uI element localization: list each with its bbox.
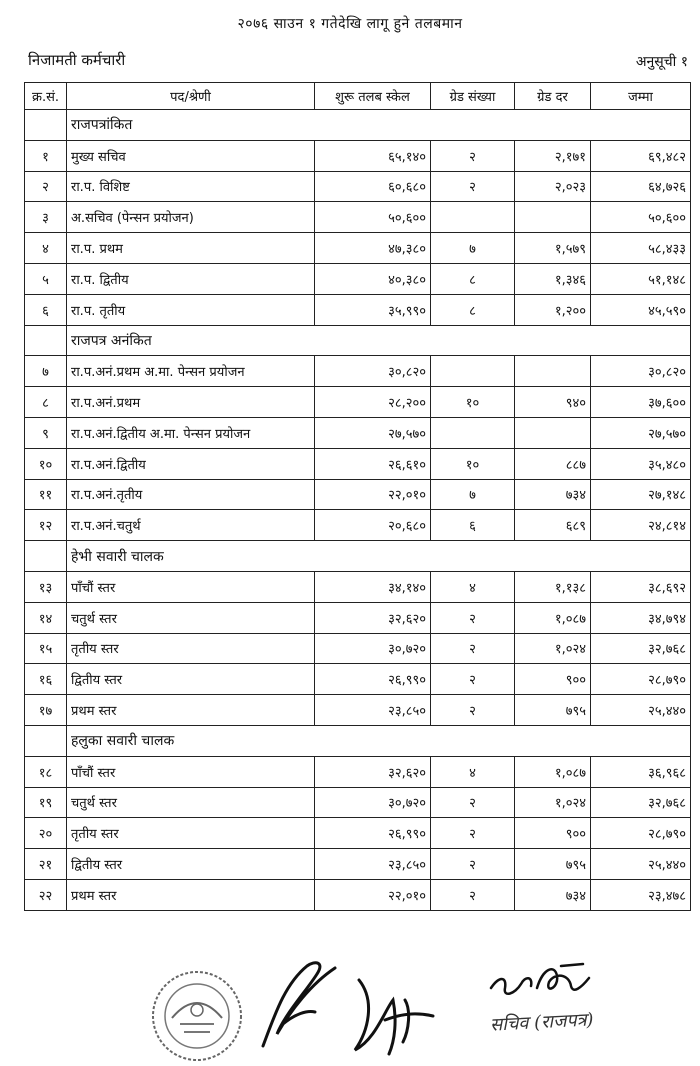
total-cell: ३४,७९४ xyxy=(591,602,691,633)
table-row xyxy=(25,695,691,726)
serial-cell: ३ xyxy=(25,202,67,233)
grade-count-cell xyxy=(431,417,515,448)
grade-rate-cell: ६८९ xyxy=(515,510,591,541)
post-cell: रा.प.अनं.चतुर्थ xyxy=(67,510,315,541)
serial-cell: १० xyxy=(25,448,67,479)
grade-rate-cell: १,०२४ xyxy=(515,787,591,818)
start-scale-cell: २०,६८० xyxy=(315,510,431,541)
grade-count-cell: २ xyxy=(431,602,515,633)
total-cell: २४,८१४ xyxy=(591,510,691,541)
serial-cell: १२ xyxy=(25,510,67,541)
category-name: राजपत्र अनंकित xyxy=(67,325,691,356)
post-cell: रा.प. द्वितीय xyxy=(67,263,315,294)
schedule-label: अनुसूची १ xyxy=(635,54,688,70)
table-row xyxy=(25,602,691,633)
category-row xyxy=(25,325,691,356)
category-serial-cell xyxy=(25,325,67,356)
grade-count-cell: ७ xyxy=(431,479,515,510)
table-row xyxy=(25,664,691,695)
post-cell: द्वितीय स्तर xyxy=(67,849,315,880)
total-cell: ३२,७६८ xyxy=(591,633,691,664)
signature-area xyxy=(0,950,700,1062)
grade-rate-cell: ७३४ xyxy=(515,879,591,910)
start-scale-cell: ३५,९९० xyxy=(315,294,431,325)
start-scale-cell: २२,०१० xyxy=(315,879,431,910)
grade-count-cell: ८ xyxy=(431,263,515,294)
post-cell: मुख्य सचिव xyxy=(67,140,315,171)
col-header-serial: क्र.सं. xyxy=(25,83,67,110)
grade-count-cell: २ xyxy=(431,140,515,171)
post-cell: रा.प.अनं.तृतीय xyxy=(67,479,315,510)
post-cell: द्वितीय स्तर xyxy=(67,664,315,695)
grade-rate-cell: ९०० xyxy=(515,818,591,849)
serial-cell: १८ xyxy=(25,756,67,787)
category-name: हेभी सवारी चालक xyxy=(67,541,691,572)
total-cell: २३,४७८ xyxy=(591,879,691,910)
table-row xyxy=(25,263,691,294)
table-row xyxy=(25,571,691,602)
post-cell: तृतीय स्तर xyxy=(67,818,315,849)
table-row xyxy=(25,171,691,202)
grade-count-cell xyxy=(431,356,515,387)
post-cell: रा.प. प्रथम xyxy=(67,233,315,264)
signature-3-icon xyxy=(485,958,595,1006)
post-cell: अ.सचिव (पेन्सन प्रयोजन) xyxy=(67,202,315,233)
serial-cell: १४ xyxy=(25,602,67,633)
serial-cell: १३ xyxy=(25,571,67,602)
grade-count-cell: २ xyxy=(431,849,515,880)
secretary-label: सचिव (राजपत्र) xyxy=(489,1009,595,1036)
post-cell: पाँचौं स्तर xyxy=(67,571,315,602)
post-cell: रा.प.अनं.प्रथम xyxy=(67,387,315,418)
category-row xyxy=(25,541,691,572)
start-scale-cell: २३,८५० xyxy=(315,695,431,726)
grade-rate-cell: १,०८७ xyxy=(515,602,591,633)
total-cell: २७,१४८ xyxy=(591,479,691,510)
post-cell: पाँचौं स्तर xyxy=(67,756,315,787)
total-cell: ३६,९६८ xyxy=(591,756,691,787)
serial-cell: ११ xyxy=(25,479,67,510)
grade-count-cell: ८ xyxy=(431,294,515,325)
grade-count-cell: २ xyxy=(431,171,515,202)
total-cell: ३०,८२० xyxy=(591,356,691,387)
total-cell: ६९,४८२ xyxy=(591,140,691,171)
start-scale-cell: २६,९९० xyxy=(315,818,431,849)
grade-count-cell: २ xyxy=(431,664,515,695)
total-cell: ५०,६०० xyxy=(591,202,691,233)
grade-rate-cell: १,०८७ xyxy=(515,756,591,787)
serial-cell: ७ xyxy=(25,356,67,387)
grade-rate-cell: १,२०० xyxy=(515,294,591,325)
department-label: निजामती कर्मचारी xyxy=(28,51,126,69)
grade-rate-cell: १,१३८ xyxy=(515,571,591,602)
serial-cell: ९ xyxy=(25,417,67,448)
serial-cell: ८ xyxy=(25,387,67,418)
grade-count-cell xyxy=(431,202,515,233)
document-title: २०७६ साउन १ गतेदेखि लागू हुने तलबमान xyxy=(237,16,463,32)
col-header-grade-count: ग्रेड संख्या xyxy=(431,83,515,110)
serial-cell: ५ xyxy=(25,263,67,294)
table-row xyxy=(25,448,691,479)
table-row xyxy=(25,756,691,787)
table-row xyxy=(25,879,691,910)
official-seal-icon xyxy=(150,966,244,1066)
start-scale-cell: ४७,३८० xyxy=(315,233,431,264)
table-header-row xyxy=(25,83,691,110)
serial-cell: १६ xyxy=(25,664,67,695)
start-scale-cell: २६,९९० xyxy=(315,664,431,695)
table-row xyxy=(25,818,691,849)
total-cell: ६४,७२६ xyxy=(591,171,691,202)
category-serial-cell xyxy=(25,541,67,572)
start-scale-cell: २६,६१० xyxy=(315,448,431,479)
grade-rate-cell: १,५७९ xyxy=(515,233,591,264)
start-scale-cell: २३,८५० xyxy=(315,849,431,880)
grade-count-cell: २ xyxy=(431,879,515,910)
total-cell: २५,४४० xyxy=(591,695,691,726)
table-row xyxy=(25,787,691,818)
post-cell: तृतीय स्तर xyxy=(67,633,315,664)
table-row xyxy=(25,849,691,880)
signature-1-icon xyxy=(255,954,345,1054)
grade-rate-cell xyxy=(515,417,591,448)
total-cell: २८,७९० xyxy=(591,818,691,849)
category-row xyxy=(25,110,691,141)
start-scale-cell: ३२,६२० xyxy=(315,602,431,633)
category-name: हलुका सवारी चालक xyxy=(67,725,691,756)
grade-count-cell: ६ xyxy=(431,510,515,541)
total-cell: ३२,७६८ xyxy=(591,787,691,818)
table-body xyxy=(25,110,691,911)
category-serial-cell xyxy=(25,725,67,756)
col-header-post: पद/श्रेणी xyxy=(67,83,315,110)
start-scale-cell: ३०,७२० xyxy=(315,787,431,818)
grade-rate-cell: ९४० xyxy=(515,387,591,418)
start-scale-cell: ३०,७२० xyxy=(315,633,431,664)
total-cell: ४५,५९० xyxy=(591,294,691,325)
post-cell: रा.प. तृतीय xyxy=(67,294,315,325)
serial-cell: २१ xyxy=(25,849,67,880)
start-scale-cell: ४०,३८० xyxy=(315,263,431,294)
salary-table xyxy=(24,82,691,911)
signature-2-icon xyxy=(345,970,440,1060)
table-row xyxy=(25,510,691,541)
serial-cell: १९ xyxy=(25,787,67,818)
table-row xyxy=(25,294,691,325)
table-row xyxy=(25,140,691,171)
serial-cell: १७ xyxy=(25,695,67,726)
grade-rate-cell: ७९५ xyxy=(515,849,591,880)
serial-cell: २२ xyxy=(25,879,67,910)
grade-rate-cell: २,०२३ xyxy=(515,171,591,202)
start-scale-cell: ५०,६०० xyxy=(315,202,431,233)
grade-rate-cell: ७९५ xyxy=(515,695,591,726)
post-cell: रा.प.अनं.द्वितीय xyxy=(67,448,315,479)
grade-rate-cell: १,३४६ xyxy=(515,263,591,294)
start-scale-cell: ३४,१४० xyxy=(315,571,431,602)
total-cell: ५८,४३३ xyxy=(591,233,691,264)
table-row xyxy=(25,202,691,233)
post-cell: रा.प. विशिष्ट xyxy=(67,171,315,202)
grade-rate-cell: ९०० xyxy=(515,664,591,695)
total-cell: २८,७९० xyxy=(591,664,691,695)
total-cell: २७,५७० xyxy=(591,417,691,448)
total-cell: ३५,४८० xyxy=(591,448,691,479)
serial-cell: २ xyxy=(25,171,67,202)
col-header-grade-rate: ग्रेड दर xyxy=(515,83,591,110)
start-scale-cell: ३०,८२० xyxy=(315,356,431,387)
grade-count-cell: २ xyxy=(431,787,515,818)
serial-cell: ४ xyxy=(25,233,67,264)
serial-cell: १५ xyxy=(25,633,67,664)
post-cell: रा.प.अनं.प्रथम अ.मा. पेन्सन प्रयोजन xyxy=(67,356,315,387)
grade-count-cell: ४ xyxy=(431,571,515,602)
serial-cell: ६ xyxy=(25,294,67,325)
grade-rate-cell: १,०२४ xyxy=(515,633,591,664)
grade-rate-cell xyxy=(515,202,591,233)
category-serial-cell xyxy=(25,110,67,141)
table-row xyxy=(25,633,691,664)
grade-count-cell: १० xyxy=(431,387,515,418)
serial-cell: १ xyxy=(25,140,67,171)
grade-rate-cell: ७३४ xyxy=(515,479,591,510)
total-cell: २५,४४० xyxy=(591,849,691,880)
grade-count-cell: ७ xyxy=(431,233,515,264)
table-row xyxy=(25,479,691,510)
table-row xyxy=(25,417,691,448)
grade-count-cell: २ xyxy=(431,633,515,664)
serial-cell: २० xyxy=(25,818,67,849)
start-scale-cell: ३२,६२० xyxy=(315,756,431,787)
post-cell: प्रथम स्तर xyxy=(67,695,315,726)
total-cell: ३८,६९२ xyxy=(591,571,691,602)
start-scale-cell: २७,५७० xyxy=(315,417,431,448)
post-cell: प्रथम स्तर xyxy=(67,879,315,910)
total-cell: ५१,१४८ xyxy=(591,263,691,294)
table-row xyxy=(25,387,691,418)
grade-rate-cell xyxy=(515,356,591,387)
col-header-total: जम्मा xyxy=(591,83,691,110)
grade-count-cell: १० xyxy=(431,448,515,479)
category-row xyxy=(25,725,691,756)
grade-rate-cell: २,१७१ xyxy=(515,140,591,171)
post-cell: रा.प.अनं.द्वितीय अ.मा. पेन्सन प्रयोजन xyxy=(67,417,315,448)
col-header-start-scale: शुरू तलब स्केल xyxy=(315,83,431,110)
table-row xyxy=(25,356,691,387)
start-scale-cell: ६५,१४० xyxy=(315,140,431,171)
grade-rate-cell: ८८७ xyxy=(515,448,591,479)
start-scale-cell: २२,०१० xyxy=(315,479,431,510)
table-row xyxy=(25,233,691,264)
start-scale-cell: २८,२०० xyxy=(315,387,431,418)
category-name: राजपत्रांकित xyxy=(67,110,691,141)
grade-count-cell: २ xyxy=(431,818,515,849)
grade-count-cell: ४ xyxy=(431,756,515,787)
post-cell: चतुर्थ स्तर xyxy=(67,602,315,633)
start-scale-cell: ६०,६८० xyxy=(315,171,431,202)
post-cell: चतुर्थ स्तर xyxy=(67,787,315,818)
total-cell: ३७,६०० xyxy=(591,387,691,418)
grade-count-cell: २ xyxy=(431,695,515,726)
